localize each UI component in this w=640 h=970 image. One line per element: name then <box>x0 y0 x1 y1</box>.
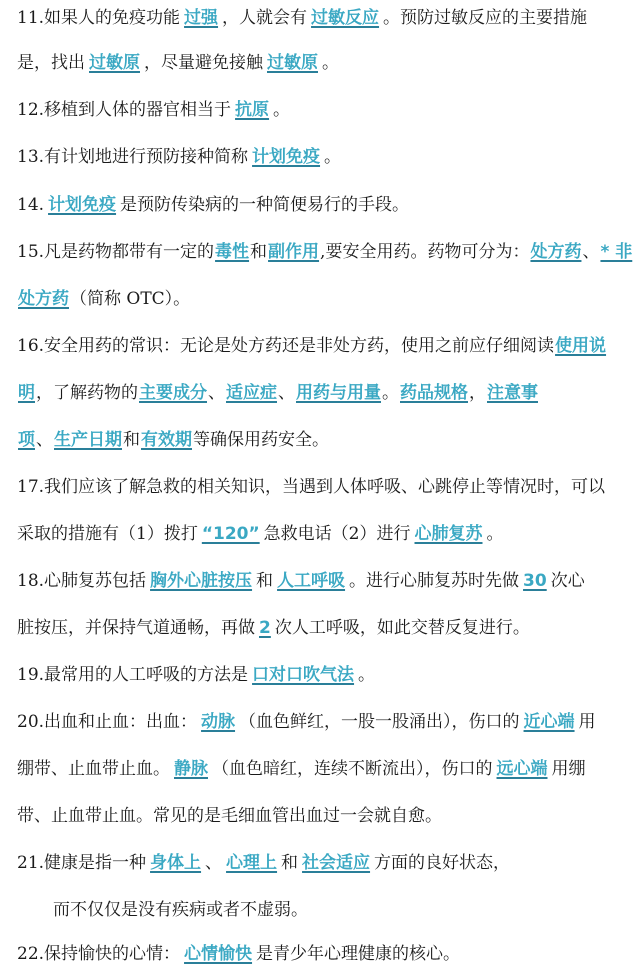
item-20-line-1: 20.出血和止血：出血： 动脉 （血色鲜红，一股一股涌出），伤口的 近心端 用 <box>17 712 596 732</box>
answer-blank: 抗原 <box>235 100 270 120</box>
answer-blank: 药品规格 <box>400 383 468 403</box>
answer-blank: 近心端 <box>523 712 575 732</box>
answer-blank: 处方药 <box>530 242 582 262</box>
answer-blank: 胸外心脏按压 <box>150 571 253 591</box>
answer-blank: 过强 <box>184 8 219 28</box>
answer-blank: 明 <box>18 383 35 403</box>
answer-blank: 人工呼吸 <box>277 571 346 591</box>
item-17-line-2: 采取的措施有（1）拨打 “120” 急救电话（2）进行 心肺复苏 。 <box>17 524 504 544</box>
answer-blank: 有效期 <box>141 430 192 450</box>
item-21-line-2: 而不仅仅是没有疾病或者不虚弱。 <box>53 900 308 920</box>
answer-blank: 心肺复苏 <box>414 524 483 544</box>
answer-blank: 身体上 <box>150 853 202 873</box>
item-16-line-3: 项、生产日期和有效期等确保用药安全。 <box>18 430 329 450</box>
item-14: 14. 计划免疫 是预防传染病的一种简便易行的手段。 <box>17 195 410 215</box>
answer-blank: 心情愉快 <box>184 944 253 964</box>
answer-blank: 过敏反应 <box>311 8 380 28</box>
item-20-line-3: 带、止血带止血。常见的是毛细血管出血过一会就自愈。 <box>17 806 442 826</box>
answer-blank: 项 <box>18 430 35 450</box>
item-12: 12.移植到人体的器官相当于 抗原 。 <box>17 100 291 120</box>
item-15-line-2: 处方药（简称 OTC）。 <box>18 289 191 309</box>
item-22: 22.保持愉快的心情： 心情愉快 是青少年心理健康的核心。 <box>17 944 461 964</box>
item-21-line-1: 21.健康是指一种 身体上 、 心理上 和 社会适应 方面的良好状态， <box>17 853 511 873</box>
answer-blank: 处方药 <box>18 289 69 309</box>
item-17-line-1: 17.我们应该了解急救的相关知识，当遇到人体呼吸、心跳停止等情况时，可以 <box>17 477 606 497</box>
answer-blank: “120” <box>201 524 260 544</box>
answer-blank: 过敏原 <box>267 53 318 73</box>
answer-blank: 计划免疫 <box>252 147 321 167</box>
item-16-line-2: 明，了解药物的主要成分、适应症、用药与用量。药品规格，注意事 <box>18 383 538 403</box>
answer-blank: * 非 <box>600 242 633 262</box>
answer-blank: 远心端 <box>496 759 548 779</box>
item-16-line-1: 16.安全用药的常识：无论是处方药还是非处方药，使用之前应仔细阅读使用说 <box>17 336 607 356</box>
answer-blank: 2 <box>259 618 271 638</box>
answer-blank: 心理上 <box>226 853 278 873</box>
answer-blank: 使用说 <box>555 336 607 356</box>
answer-blank: 生产日期 <box>54 430 122 450</box>
item-19: 19.最常用的人工呼吸的方法是 口对口吹气法 。 <box>17 665 376 685</box>
item-18-line-1: 18.心肺复苏包括 胸外心脏按压 和 人工呼吸 。进行心肺复苏时先做 30 次心 <box>17 571 585 591</box>
answer-blank: 毒性 <box>215 242 250 262</box>
answer-blank: 口对口吹气法 <box>252 665 355 685</box>
answer-blank: 30 <box>523 571 547 591</box>
answer-blank: 主要成分 <box>139 383 207 403</box>
item-15-line-1: 15.凡是药物都带有一定的毒性和副作用,要安全用药。药物可分为：处方药、* 非 <box>17 242 633 262</box>
answer-blank: 注意事 <box>487 383 538 403</box>
answer-blank: 过敏原 <box>89 53 140 73</box>
item-13: 13.有计划地进行预防接种简称 计划免疫 。 <box>17 147 342 167</box>
answer-blank: 适应症 <box>226 383 277 403</box>
item-18-line-2: 脏按压，并保持气道通畅，再做 2 次人工呼吸，如此交替反复进行。 <box>17 618 530 638</box>
answer-blank: 动脉 <box>201 712 236 732</box>
item-11-line-2: 是，找出 过敏原 ，尽量避免接触 过敏原 。 <box>17 53 339 73</box>
answer-blank: 社会适应 <box>302 853 371 873</box>
answer-blank: 静脉 <box>174 759 208 779</box>
item-11-line-1: 11.如果人的免疫功能 过强 ，人就会有 过敏反应 。预防过敏反应的主要措施 <box>17 8 588 28</box>
item-20-line-2: 绷带、止血带止血。 静脉 （血色暗红，连续不断流出），伤口的 远心端 用绷 <box>17 759 586 779</box>
answer-blank: 计划免疫 <box>48 195 117 215</box>
answer-blank: 副作用 <box>268 242 320 262</box>
answer-blank: 用药与用量 <box>296 383 381 403</box>
